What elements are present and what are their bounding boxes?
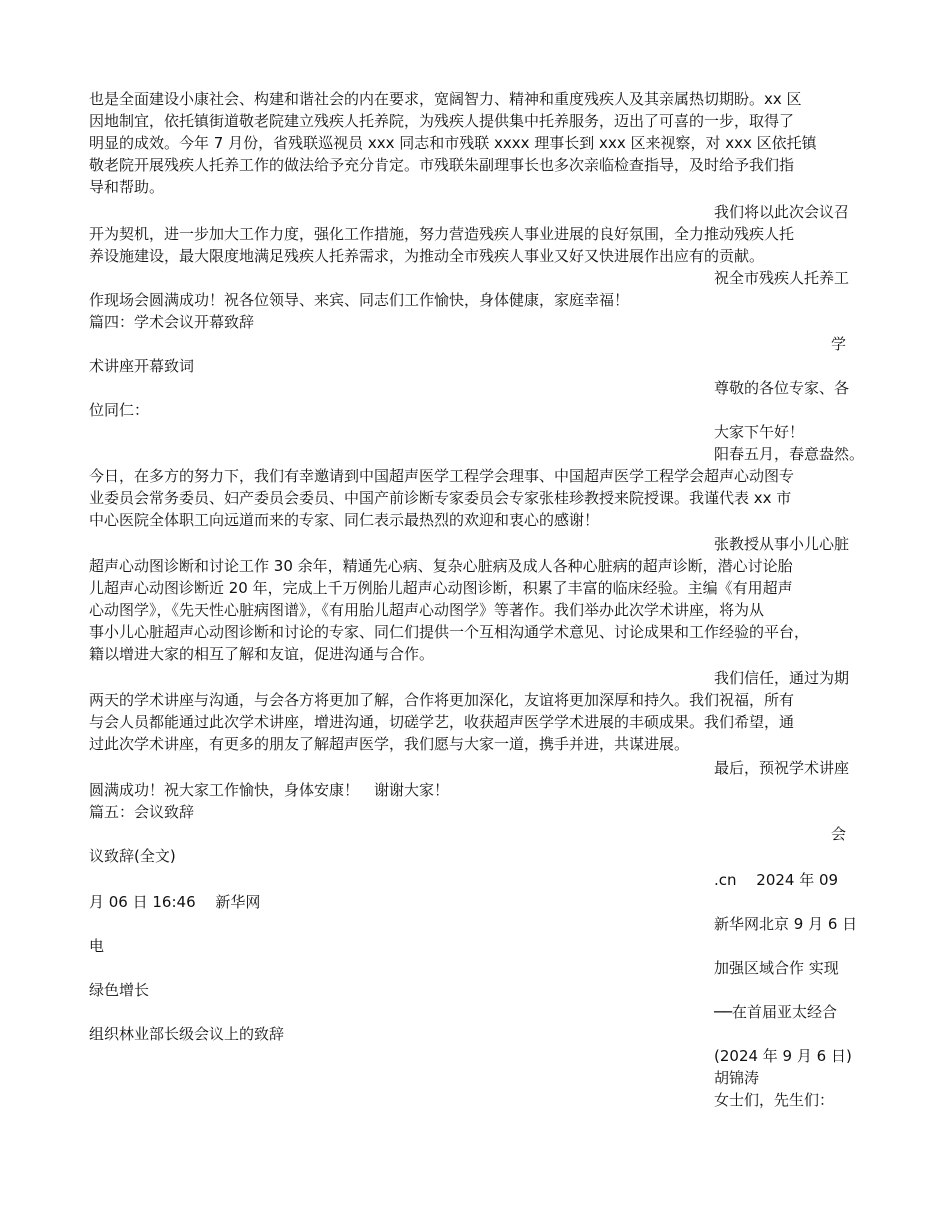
paragraph-start: 祝全市残疾人托养工 [714,269,850,287]
text-line: 业委员会常务委员、妇产委员会委员、中国产前诊断专家委员会专家张桂珍教授来院授课。我谨代表 xx 市 [89,489,792,507]
speech-subtitle: 组织林业部长级会议上的致辞 [89,1025,285,1043]
source-line: .cn 2024 年 09 [714,871,839,889]
section-heading: 篇四：学术会议开幕致辞 [89,313,255,331]
speech-subtitle: ──在首届亚太经合 [714,1003,838,1021]
text-line: 养设施建设，最大限度地满足残疾人托养需求，为推动全市残疾人事业又好又快进展作出应有的贡献。 [89,247,765,265]
text-line: 籍以增进大家的相互了解和友谊，促进沟通与合作。 [89,645,435,663]
text-line: 位同仁： [89,401,150,419]
text-line: 过此次学术讲座，有更多的朋友了解超声医学，我们愿与大家一道，携手并进，共谋进展。 [89,735,690,753]
paragraph-start: 最后，预祝学术讲座 [714,759,850,777]
paragraph-start: 我们将以此次会议召 [714,203,850,221]
text-line: 心动图学》，《先天性心脏病图谱》，《有用胎儿超声心动图学》等著作。我们举办此次学术讲座，将为从 [89,601,765,619]
section-heading: 篇五：会议致辞 [89,803,195,821]
text-line: 因地制宜，依托镇街道敬老院建立残疾人托养院，为残疾人提供集中托养服务，迈出了可喜的一步，取得了 [89,112,795,130]
text-line: 也是全面建设小康社会、构建和谐社会的内在要求，宽阔智力、精神和重度残疾人及其亲属热切期盼。xx 区 [89,90,802,108]
text-line: 大家下午好！ [714,423,805,441]
text-line: 今日，在多方的努力下，我们有幸邀请到中国超声医学工程学会理事、中国超声医学工程学会超声心动图专 [89,467,795,485]
dateline: 新华网北京 9 月 6 日 [714,915,858,933]
paragraph-start: 张教授从事小儿心脏 [714,535,850,553]
title-fragment: 术讲座开幕致词 [89,357,195,375]
paragraph-start: 阳春五月，春意盎然。 [714,445,865,463]
text-line: 明显的成效。今年 7 月份，省残联巡视员 xxx 同志和市残联 xxxx 理事长到 xxx 区来视察，对 xxx 区依托镇 [89,134,817,152]
salutation: 女士们，先生们： [714,1091,835,1109]
text-line: 超声心动图诊断和讨论工作 30 余年，精通先心病、复杂心脏病及成人各种心脏病的超声诊断，潜心讨论胎 [89,557,793,575]
text-line: 敬老院开展残疾人托养工作的做法给予充分肯定。市残联朱副理事长也多次亲临检查指导，及时给予我们指 [89,156,795,174]
paragraph-start: 我们信任，通过为期 [714,669,850,687]
text-line: 作现场会圆满成功！祝各位领导、来宾、同志们工作愉快，身体健康，家庭幸福！ [89,291,630,309]
title-fragment: 会 [831,825,847,843]
speaker-name: 胡锦涛 [714,1069,760,1087]
text-line: 与会人员都能通过此次学术讲座，增进沟通，切磋学艺，收获超声医学学术进展的丰硕成果。我们希望，通 [89,713,795,731]
text-line: 导和帮助。 [89,178,165,196]
text-line: 开为契机，进一步加大工作力度，强化工作措施，努力营造残疾人事业进展的良好氛围，全力推动残疾人托 [89,225,795,243]
title-fragment: 学 [831,335,847,353]
salutation-start: 尊敬的各位专家、各 [714,379,850,397]
source-line: 月 06 日 16:46 新华网 [89,893,261,911]
text-line: 圆满成功！祝大家工作愉快，身体安康！ 谢谢大家！ [89,781,450,799]
speech-title: 绿色增长 [89,981,150,999]
dateline: 电 [89,937,105,955]
text-line: 儿超声心动图诊断近 20 年，完成上千万例胎儿超声心动图诊断，积累了丰富的临床经验。主编《有用超声 [89,579,793,597]
title-fragment: 议致辞(全文) [89,847,176,865]
text-line: 中心医院全体职工向远道而来的专家、同仁表示最热烈的欢迎和衷心的感谢！ [89,511,600,529]
text-line: 事小儿心脏超声心动图诊断和讨论的专家、同仁们提供一个互相沟通学术意见、讨论成果和工作经验的平台， [89,623,810,641]
speech-title: 加强区域合作 实现 [714,959,839,977]
speech-date: (2024 年 9 月 6 日) [714,1047,852,1065]
text-line: 两天的学术讲座与沟通，与会各方将更加了解，合作将更加深化，友谊将更加深厚和持久。我们祝福，所有 [89,691,795,709]
